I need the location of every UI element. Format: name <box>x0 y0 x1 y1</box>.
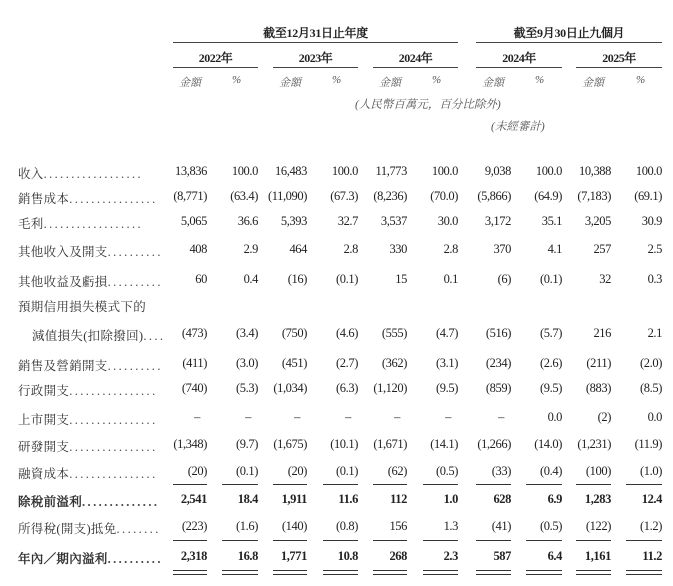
cell-value: (8,236) <box>373 189 407 203</box>
cell-value: 100.0 <box>331 164 358 178</box>
cell-value: 2.1 <box>647 326 662 340</box>
period-header-full-year: 截至12月31日止年度 <box>263 26 368 40</box>
cell-value: (62) <box>387 464 407 478</box>
period-header-nine-months: 截至9月30日止九個月 <box>513 26 625 40</box>
cell-value: (223) <box>181 519 207 533</box>
row-label <box>18 437 158 455</box>
row-label <box>18 189 158 207</box>
table-row <box>0 242 673 264</box>
row-label <box>18 164 143 182</box>
year-rule-2024 <box>373 67 458 68</box>
row-label-text: 上市開支 <box>18 413 70 427</box>
cell-value: (2) <box>597 410 611 424</box>
cell-value: 2.8 <box>343 242 358 256</box>
cell-value: (4.6) <box>336 326 358 340</box>
year-rule-2025-9m <box>576 67 662 68</box>
cell-value: – <box>294 410 300 424</box>
cell-value: 36.6 <box>237 214 258 228</box>
cell-value: 1,771 <box>280 549 307 563</box>
cell-value: 0.1 <box>443 272 458 286</box>
cell-value: 1,161 <box>584 549 611 563</box>
cell-value: 2.5 <box>647 242 662 256</box>
cell-value: (70.0) <box>430 189 458 203</box>
year-rule-2024-9m <box>476 67 562 68</box>
cell-value: (140) <box>281 519 307 533</box>
cell-value: (0.1) <box>540 272 562 286</box>
table-row <box>0 189 673 211</box>
cell-value: (11,090) <box>267 189 307 203</box>
cell-value: – <box>445 410 451 424</box>
cell-value: 3,205 <box>584 214 611 228</box>
row-label-text: 其他收入及開支 <box>18 245 108 259</box>
cell-value: (473) <box>181 326 207 340</box>
subtotal-rule <box>222 540 258 541</box>
cell-value: (3.4) <box>236 326 258 340</box>
amount-label-2023: 金額 <box>279 77 301 89</box>
table-row <box>0 214 673 236</box>
cell-value: 10,388 <box>579 164 611 178</box>
table-row <box>0 519 673 541</box>
cell-value: (67.3) <box>330 189 358 203</box>
cell-value: (20) <box>187 464 207 478</box>
row-label <box>18 356 163 374</box>
cell-value: 1,911 <box>281 492 307 506</box>
cell-value: 216 <box>593 326 611 340</box>
subtotal-rule <box>476 540 511 541</box>
cell-value: 100.0 <box>535 164 562 178</box>
cell-value: (6.3) <box>336 381 358 395</box>
cell-value: (1,231) <box>577 437 611 451</box>
subtotal-rule <box>423 484 458 485</box>
cell-value: (63.4) <box>230 189 258 203</box>
cell-value: (1.6) <box>236 519 258 533</box>
total-double-rule <box>626 570 662 575</box>
row-label <box>18 549 163 567</box>
cell-value: (883) <box>585 381 611 395</box>
row-label-text: 銷售及營銷開支 <box>18 359 108 373</box>
cell-value: 2.8 <box>443 242 458 256</box>
leader-dots: .... <box>143 329 166 343</box>
cell-value: 2.3 <box>443 549 458 563</box>
cell-value: (0.1) <box>236 464 258 478</box>
cell-value: 3,172 <box>484 214 511 228</box>
cell-value: 1.3 <box>443 519 458 533</box>
total-double-rule <box>323 570 358 575</box>
cell-value: (9.5) <box>436 381 458 395</box>
table-row <box>0 356 673 378</box>
cell-value: (362) <box>381 356 407 370</box>
subtotal-rule <box>373 540 407 541</box>
year-header-2025-9m: 2025年 <box>602 51 636 65</box>
cell-value: (234) <box>485 356 511 370</box>
subtotal-rule <box>526 484 562 485</box>
amount-label-2024: 金額 <box>379 77 401 89</box>
cell-value: (8.5) <box>640 381 662 395</box>
table-row <box>0 464 673 486</box>
row-label-text: 年內／期內溢利 <box>18 552 108 566</box>
cell-value: (1,671) <box>373 437 407 451</box>
total-double-rule <box>576 570 611 575</box>
total-double-rule <box>526 570 562 575</box>
cell-value: (411) <box>182 356 207 370</box>
subtotal-rule <box>173 540 207 541</box>
leader-dots: ................ <box>69 413 158 427</box>
row-label <box>18 214 143 232</box>
cell-value: (9.5) <box>540 381 562 395</box>
percent-label-2022: % <box>232 74 242 86</box>
unit-note: (人民幣百萬元，百分比除外) <box>355 99 501 111</box>
row-label-text: 融資成本 <box>18 467 70 481</box>
cell-value: 32 <box>599 272 611 286</box>
row-label <box>18 410 158 428</box>
subtotal-rule <box>626 484 662 485</box>
cell-value: 12.4 <box>641 492 662 506</box>
row-label-text: 毛利 <box>18 217 44 231</box>
cell-value: 13,836 <box>175 164 207 178</box>
cell-value: 16.8 <box>237 549 258 563</box>
cell-value: (0.1) <box>336 464 358 478</box>
cell-value: (0.1) <box>336 272 358 286</box>
subtotal-rule <box>323 484 358 485</box>
cell-value: (1,675) <box>273 437 307 451</box>
row-label-text: 其他收益及虧損 <box>18 275 108 289</box>
cell-value: 100.0 <box>431 164 458 178</box>
cell-value: 16,483 <box>275 164 307 178</box>
cell-value: (33) <box>491 464 511 478</box>
period-rule-full-year <box>173 42 458 43</box>
cell-value: (4.7) <box>436 326 458 340</box>
cell-value: (1,120) <box>373 381 407 395</box>
cell-value: 628 <box>493 492 511 506</box>
year-rule-2023 <box>273 67 358 68</box>
leader-dots: ................ <box>69 467 158 481</box>
percent-label-2024-9m: % <box>535 74 545 86</box>
cell-value: (750) <box>281 326 307 340</box>
cell-value: – <box>394 410 400 424</box>
cell-value: 464 <box>289 242 307 256</box>
year-header-2023: 2023年 <box>298 51 333 65</box>
cell-value: (555) <box>381 326 407 340</box>
total-double-rule <box>423 570 458 575</box>
cell-value: 156 <box>389 519 407 533</box>
cell-value: (8,771) <box>173 189 207 203</box>
cell-value: (14.0) <box>534 437 562 451</box>
table-row-label-line <box>0 297 673 319</box>
table-row <box>0 410 673 432</box>
cell-value: 3,537 <box>380 214 407 228</box>
cell-value: (0.8) <box>336 519 358 533</box>
row-label <box>18 464 158 482</box>
cell-value: 0.3 <box>647 272 662 286</box>
row-label <box>18 519 161 537</box>
cell-value: – <box>194 410 200 424</box>
cell-value: (5,866) <box>477 189 511 203</box>
cell-value: 100.0 <box>635 164 662 178</box>
cell-value: 30.0 <box>437 214 458 228</box>
cell-value: (0.5) <box>540 519 562 533</box>
cell-value: 10.8 <box>337 549 358 563</box>
subtotal-rule <box>576 540 611 541</box>
cell-value: (10.1) <box>330 437 358 451</box>
cell-value: (122) <box>585 519 611 533</box>
subtotal-rule <box>323 540 358 541</box>
cell-value: (6) <box>497 272 511 286</box>
cell-value: (516) <box>485 326 511 340</box>
cell-value: 6.4 <box>547 549 562 563</box>
cell-value: (41) <box>491 519 511 533</box>
year-header-2024-9m: 2024年 <box>502 51 536 65</box>
amount-label-2024-9m: 金額 <box>482 77 504 89</box>
leader-dots: ................ <box>69 192 158 206</box>
leader-dots: ........ <box>116 522 161 536</box>
cell-value: 60 <box>195 272 207 286</box>
leader-dots: ................ <box>69 384 158 398</box>
leader-dots: .......... <box>107 552 163 566</box>
table-row <box>0 164 673 186</box>
table-row <box>0 437 673 459</box>
cell-value: 330 <box>389 242 407 256</box>
cell-value: 2,318 <box>180 549 207 563</box>
cell-value: 15 <box>395 272 407 286</box>
cell-value: – <box>245 410 251 424</box>
cell-value: (1,348) <box>173 437 207 451</box>
row-label-text: 所得稅(開支)抵免 <box>18 522 117 536</box>
row-label <box>32 326 165 344</box>
leader-dots: .......... <box>107 359 163 373</box>
cell-value: 2.9 <box>243 242 258 256</box>
total-double-rule <box>222 570 258 575</box>
total-double-rule <box>173 570 207 575</box>
cell-value: (20) <box>287 464 307 478</box>
row-label-text: 除稅前溢利 <box>18 495 83 509</box>
cell-value: 1,283 <box>584 492 611 506</box>
year-rule-2022 <box>173 67 258 68</box>
cell-value: 257 <box>593 242 611 256</box>
subtotal-rule <box>273 540 307 541</box>
cell-value: 1.0 <box>443 492 458 506</box>
cell-value: 18.4 <box>237 492 258 506</box>
cell-value: 0.0 <box>547 410 562 424</box>
row-label <box>18 242 163 260</box>
unaudited-note: (未經審計) <box>491 121 545 133</box>
total-double-rule <box>476 570 511 575</box>
cell-value: 370 <box>493 242 511 256</box>
total-double-rule <box>273 570 307 575</box>
cell-value: 5,393 <box>280 214 307 228</box>
cell-value: (64.9) <box>534 189 562 203</box>
cell-value: (5.3) <box>236 381 258 395</box>
subtotal-rule <box>423 540 458 541</box>
cell-value: – <box>498 410 504 424</box>
cell-value: 587 <box>493 549 511 563</box>
row-label-text: 研發開支 <box>18 440 70 454</box>
leader-dots: .......... <box>107 245 163 259</box>
row-label-text: 銷售成本 <box>18 192 70 206</box>
cell-value: (859) <box>485 381 511 395</box>
cell-value: 268 <box>389 549 407 563</box>
subtotal-rule <box>526 540 562 541</box>
cell-value: 100.0 <box>231 164 258 178</box>
cell-value: (100) <box>585 464 611 478</box>
cell-value: (2.0) <box>640 356 662 370</box>
cell-value: 0.4 <box>243 272 258 286</box>
cell-value: 2,541 <box>180 492 207 506</box>
cell-value: (5.7) <box>540 326 562 340</box>
row-label <box>18 381 158 399</box>
amount-label-2022: 金額 <box>179 77 201 89</box>
period-rule-nine-months <box>476 42 662 43</box>
cell-value: (1.0) <box>640 464 662 478</box>
leader-dots: .................. <box>43 167 144 181</box>
cell-value: (3.0) <box>236 356 258 370</box>
cell-value: (9.7) <box>236 437 258 451</box>
cell-value: 35.1 <box>541 214 562 228</box>
subtotal-rule <box>626 540 662 541</box>
cell-value: 30.9 <box>641 214 662 228</box>
amount-label-2025-9m: 金額 <box>582 77 604 89</box>
table-row <box>0 381 673 403</box>
subtotal-rule <box>273 484 307 485</box>
cell-value: 112 <box>390 492 407 506</box>
cell-value: (1.2) <box>640 519 662 533</box>
cell-value: (14.1) <box>430 437 458 451</box>
cell-value: (451) <box>281 356 307 370</box>
subtotal-rule <box>173 484 207 485</box>
percent-label-2025-9m: % <box>636 74 646 86</box>
cell-value: (211) <box>586 356 611 370</box>
cell-value: 11.2 <box>642 549 662 563</box>
cell-value: (2.7) <box>336 356 358 370</box>
subtotal-rule <box>222 484 258 485</box>
cell-value: (0.5) <box>436 464 458 478</box>
cell-value: (11.9) <box>634 437 662 451</box>
cell-value: 408 <box>189 242 207 256</box>
table-row <box>0 549 673 571</box>
cell-value: 0.0 <box>647 410 662 424</box>
row-label-text: 減值損失(扣除撥回) <box>32 329 144 343</box>
cell-value: 6.9 <box>547 492 562 506</box>
cell-value: (740) <box>181 381 207 395</box>
cell-value: (69.1) <box>634 189 662 203</box>
cell-value: (7,183) <box>577 189 611 203</box>
leader-dots: .............. <box>82 495 160 509</box>
subtotal-rule <box>373 484 407 485</box>
leader-dots: ................ <box>69 440 158 454</box>
cell-value: 11,773 <box>375 164 407 178</box>
leader-dots: .................. <box>43 217 144 231</box>
table-row <box>0 326 673 348</box>
row-label-text: 收入 <box>18 167 44 181</box>
cell-value: (2.6) <box>540 356 562 370</box>
subtotal-rule <box>576 484 611 485</box>
percent-label-2024: % <box>432 74 442 86</box>
cell-value: (0.4) <box>540 464 562 478</box>
cell-value: (3.1) <box>436 356 458 370</box>
cell-value: 11.6 <box>338 492 358 506</box>
year-header-2022: 2022年 <box>198 51 233 65</box>
row-label: 預期信用損失模式下的 <box>18 300 147 314</box>
total-double-rule <box>373 570 407 575</box>
cell-value: (1,266) <box>477 437 511 451</box>
cell-value: 32.7 <box>337 214 358 228</box>
row-label-text: 行政開支 <box>18 384 70 398</box>
percent-label-2023: % <box>332 74 342 86</box>
leader-dots: .......... <box>107 275 163 289</box>
subtotal-rule <box>476 484 511 485</box>
table-row <box>0 492 673 514</box>
row-label <box>18 492 159 510</box>
cell-value: (16) <box>287 272 307 286</box>
cell-value: 4.1 <box>547 242 562 256</box>
cell-value: (1,034) <box>273 381 307 395</box>
row-label <box>18 272 163 290</box>
cell-value: 5,065 <box>180 214 207 228</box>
table-row <box>0 272 673 294</box>
cell-value: – <box>345 410 351 424</box>
cell-value: 9,038 <box>484 164 511 178</box>
year-header-2024: 2024年 <box>398 51 433 65</box>
